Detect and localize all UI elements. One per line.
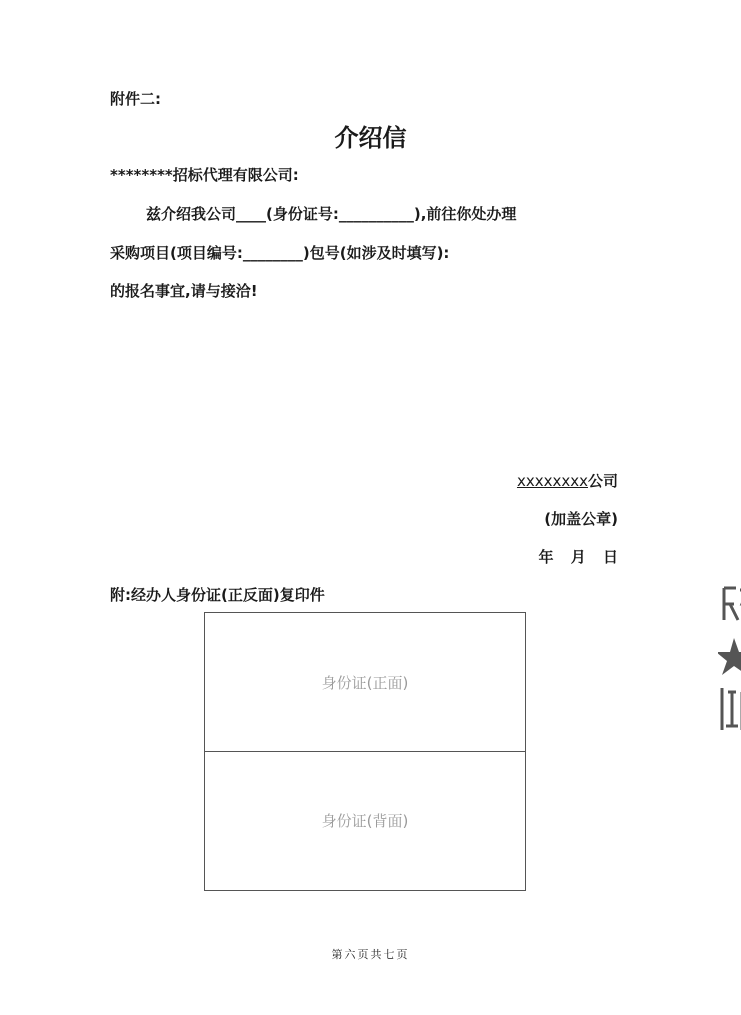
body-line-3: 的报名事宜,请与接洽! bbox=[110, 282, 258, 300]
seal-note: (加盖公章) bbox=[544, 510, 618, 528]
id-card-front-label: 身份证(正面) bbox=[321, 673, 409, 692]
id-card-back-box bbox=[204, 751, 526, 891]
page-footer: 第六页共七页 bbox=[331, 948, 410, 961]
body-line-2: 采购项目(项目编号:________)包号(如涉及时填写): bbox=[110, 244, 450, 262]
attachment-note: 附:经办人身份证(正反面)复印件 bbox=[110, 586, 325, 604]
addressee: ********招标代理有限公司: bbox=[110, 166, 299, 184]
id-card-front-box bbox=[204, 612, 526, 752]
company-signature bbox=[517, 470, 618, 491]
company-name-placeholder: xxxxxxxx bbox=[516, 472, 588, 490]
attachment-header: 附件二: bbox=[110, 90, 161, 108]
body-line-1: 兹介绍我公司____(身份证号:__________),前往你处办理 bbox=[146, 205, 517, 223]
seal-stamp-fragment bbox=[718, 580, 741, 740]
id-card-back-label: 身份证(背面) bbox=[321, 812, 409, 830]
document-title: 介绍信 bbox=[334, 124, 407, 152]
date-line: 年 月 日 bbox=[538, 548, 618, 566]
company-suffix: 公司 bbox=[587, 472, 618, 490]
